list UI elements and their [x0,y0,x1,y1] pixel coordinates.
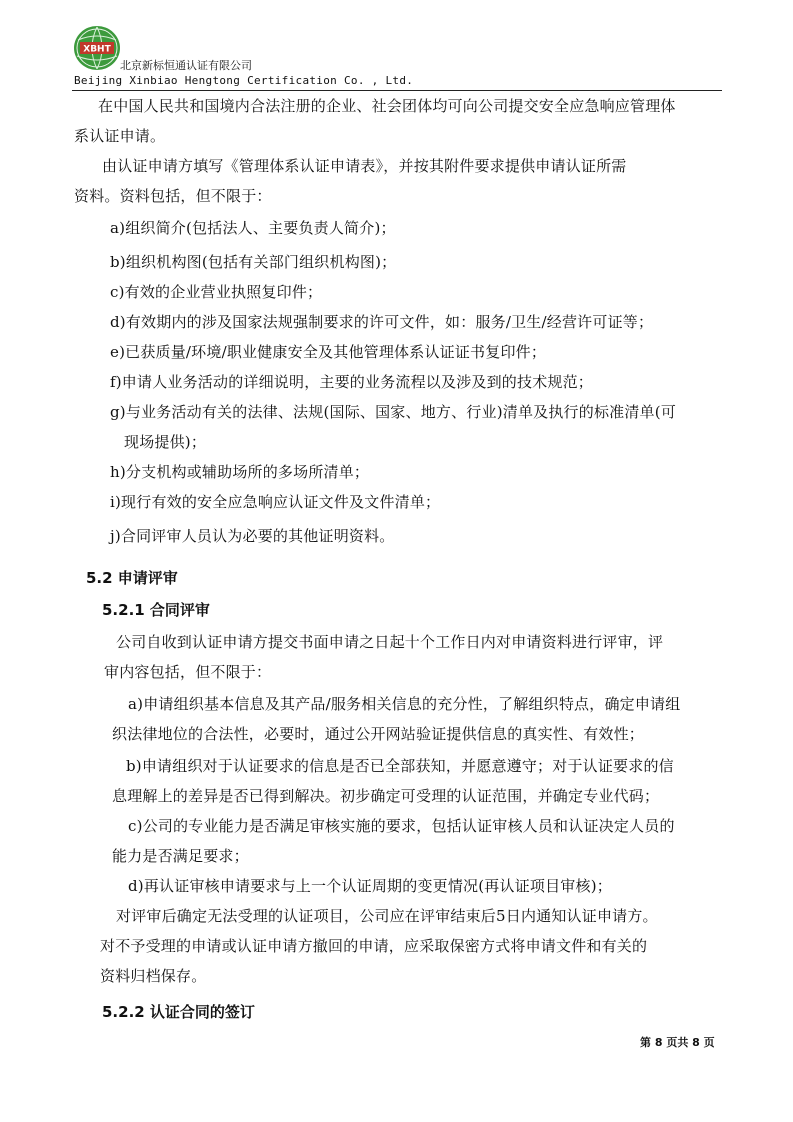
company-name-cn: 北京新标恒通认证有限公司 [120,59,252,72]
list-item: g)与业务活动有关的法律、法规(国际、国家、地方、行业)清单及执行的标准清单(可 [110,403,677,421]
list-item: b)申请组织对于认证要求的信息是否已全部获知，并愿意遵守；对于认证要求的信 [126,757,674,775]
header-divider [72,90,722,91]
section-heading-5-2: 5.2 申请评审 [86,569,178,587]
list-item: d)再认证审核申请要求与上一个认证周期的变更情况(再认证项目审核)； [128,877,612,895]
list-item-continuation: 织法律地位的合法性，必要时，通过公开网站验证提供信息的真实性、有效性； [112,725,645,743]
section-heading-5-2-1: 5.2.1 合同评审 [102,601,210,619]
list-item: c)有效的企业营业执照复印件； [110,283,323,301]
paragraph-line: 对不予受理的申请或认证申请方撤回的申请，应采取保密方式将申请文件和有关的 [100,937,648,955]
list-item: f)申请人业务活动的详细说明，主要的业务流程以及涉及到的技术规范； [110,373,594,391]
company-logo [72,24,122,72]
paragraph-line: 对评审后确定无法受理的认证项目，公司应在评审结束后5日内通知认证申请方。 [116,907,658,925]
logo-text: XBHT [83,44,111,55]
list-item: i)现行有效的安全应急响应认证文件及文件清单； [110,493,441,511]
paragraph-line: 系认证申请。 [74,127,166,145]
paragraph-line: 在中国人民共和国境内合法注册的企业、社会团体均可向公司提交安全应急响应管理体 [98,97,676,115]
list-item-continuation: 能力是否满足要求； [112,847,249,865]
paragraph-line: 公司自收到认证申请方提交书面申请之日起十个工作日内对申请资料进行评审，评 [116,633,664,651]
page-number: 第 8 页共 8 页 [640,1036,715,1049]
list-item: a)申请组织基本信息及其产品/服务相关信息的充分性，了解组织特点，确定申请组 [128,695,681,713]
section-heading-5-2-2: 5.2.2 认证合同的签订 [102,1003,255,1021]
paragraph-line: 资料。资料包括，但不限于： [74,187,272,205]
list-item: b)组织机构图(包括有关部门组织机构图)； [110,253,397,271]
paragraph-line: 由认证申请方填写《管理体系认证申请表》，并按其附件要求提供申请认证所需 [102,157,627,175]
company-name-en: Beijing Xinbiao Hengtong Certification Co. , Ltd. [74,74,414,87]
paragraph-line: 审内容包括，但不限于： [104,663,272,681]
list-item-continuation: 息理解上的差异是否已得到解决。初步确定可受理的认证范围，并确定专业代码； [112,787,660,805]
list-item: h)分支机构或辅助场所的多场所清单； [110,463,370,481]
list-item: a)组织简介(包括法人、主要负责人简介)； [110,219,396,237]
list-item-continuation: 现场提供)； [124,433,207,451]
list-item: j)合同评审人员认为必要的其他证明资料。 [110,527,395,545]
list-item: c)公司的专业能力是否满足审核实施的要求，包括认证审核人员和认证决定人员的 [128,817,675,835]
list-item: d)有效期内的涉及国家法规强制要求的许可文件，如：服务/卫生/经营许可证等； [110,313,654,331]
paragraph-line: 资料归档保存。 [100,967,207,985]
list-item: e)已获质量/环境/职业健康安全及其他管理体系认证证书复印件； [110,343,547,361]
